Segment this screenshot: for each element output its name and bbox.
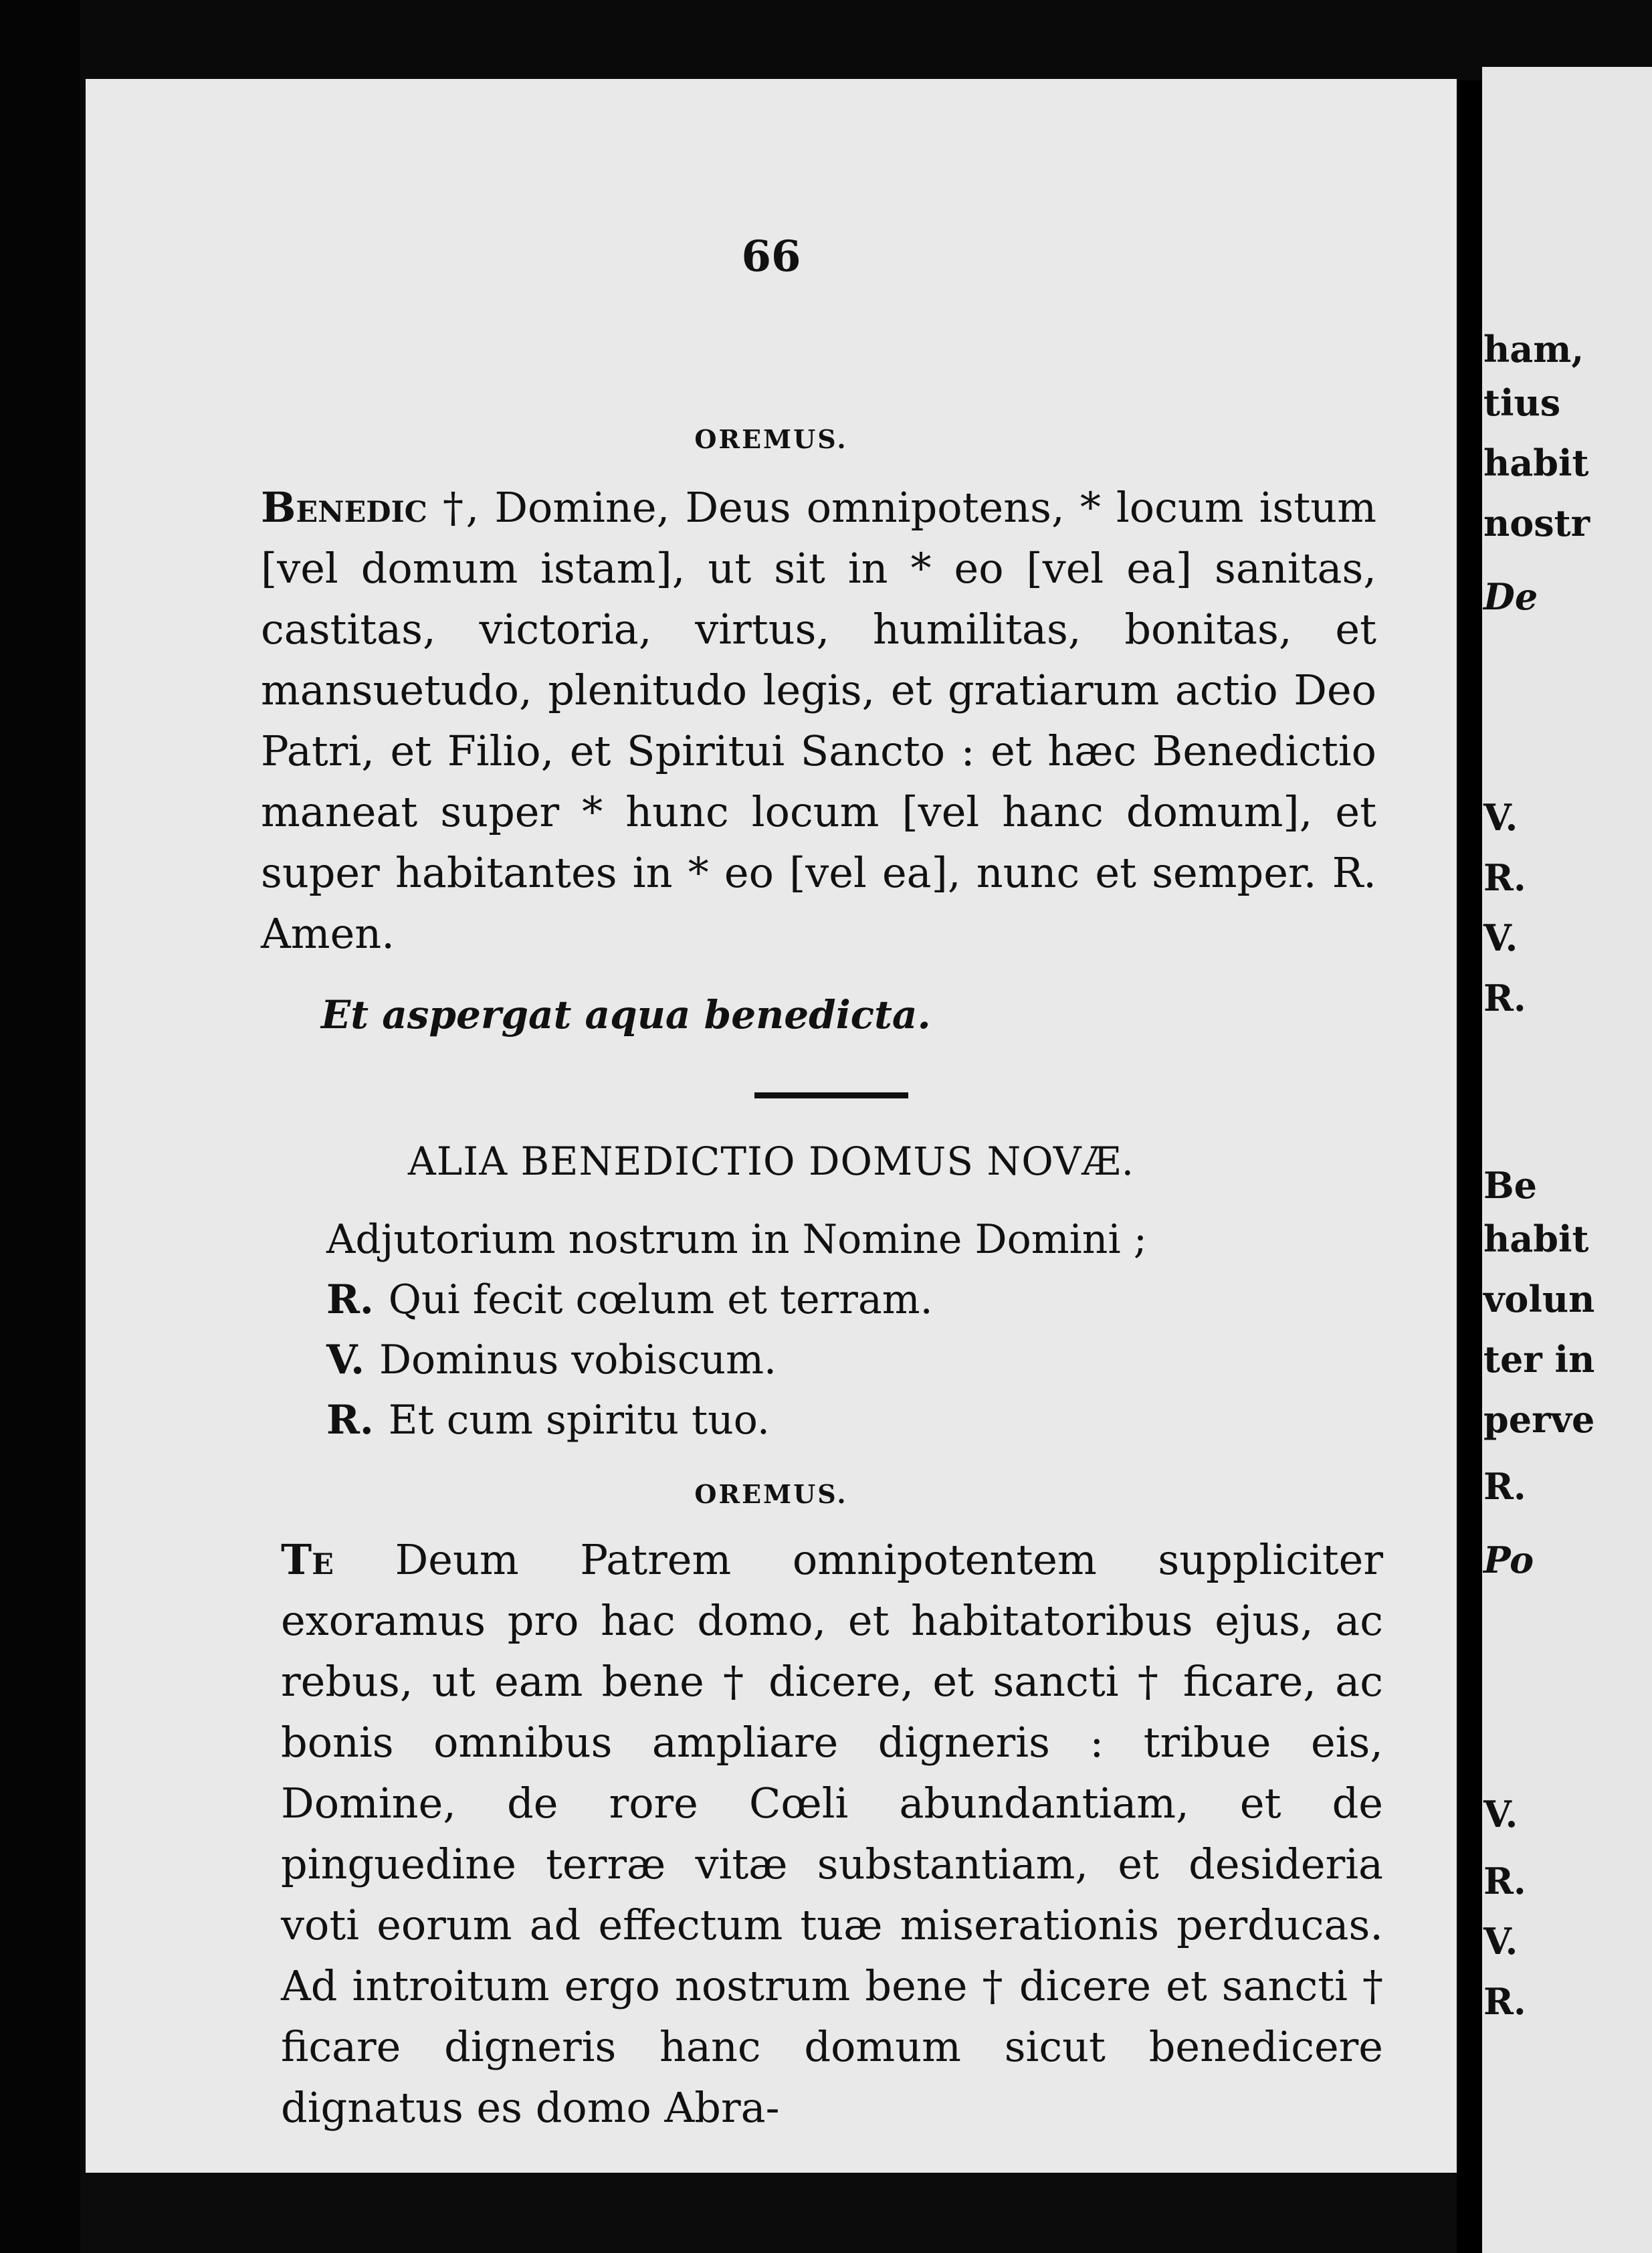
next-page-line: habit <box>1483 1217 1589 1260</box>
book-page <box>86 79 1457 2173</box>
next-page-line: Po <box>1483 1539 1534 1581</box>
next-page-line: ham, <box>1483 328 1584 371</box>
scan-bottom-edge <box>80 2173 1457 2253</box>
section-divider <box>754 1092 908 1098</box>
oremus-heading-1: OREMUS. <box>694 424 848 454</box>
book-gutter <box>1457 80 1482 2253</box>
prayer-1-lead-word: Benedic <box>261 483 427 532</box>
versicle-mark: R. <box>326 1397 374 1444</box>
next-page-line: V. <box>1483 1920 1518 1963</box>
next-page-line: V. <box>1483 1793 1518 1836</box>
versicle-text: Adjutorium nostrum in Nomine Domini ; <box>326 1216 1147 1263</box>
next-page-line: perve <box>1483 1398 1595 1441</box>
versicle-text: Dominus vobiscum. <box>379 1337 777 1383</box>
scan-left-edge <box>0 0 80 2253</box>
next-page-line: ter in <box>1483 1338 1595 1381</box>
versicle-line <box>326 1276 933 1323</box>
prayer-paragraph-2 <box>281 1529 1383 2138</box>
versicle-line <box>326 1216 1147 1263</box>
next-page-line: De <box>1483 575 1538 618</box>
next-page-line: R. <box>1483 856 1526 899</box>
versicle-line <box>326 1397 770 1444</box>
versicle-mark: R. <box>326 1276 374 1323</box>
prayer-1-text: †, Domine, Deus omnipotens, * locum istum [vel domum istam], ut sit in * eo [vel ea] sanitas, castitas, victoria, virtus, humilitas, bonitas, et mansuetudo, plenitudo legis, et gratiarum actio Deo Patri, et Filio, et Spiritui Sancto : et hæc Benedictio maneat super * hunc locum [vel hanc domum], et super habitantes in * eo [vel ea], nunc et semper. R. Amen. <box>261 483 1376 958</box>
rubric-line: Et aspergat aqua benedicta. <box>321 992 931 1038</box>
next-page-line: R. <box>1483 1980 1526 2023</box>
next-page-line: R. <box>1483 977 1526 1019</box>
next-page-line: nostr <box>1483 502 1590 545</box>
next-page-line: R. <box>1483 1465 1526 1508</box>
next-page-line: volun <box>1483 1278 1595 1320</box>
oremus-heading-2: OREMUS. <box>694 1479 848 1509</box>
prayer-paragraph-1 <box>261 477 1376 964</box>
next-page-fragment <box>1482 67 1652 2253</box>
next-page-line: Be <box>1483 1164 1537 1207</box>
versicle-text: Qui fecit cœlum et terram. <box>388 1276 933 1323</box>
next-page-line: V. <box>1483 796 1518 839</box>
next-page-line: V. <box>1483 916 1518 959</box>
versicle-line <box>326 1337 777 1383</box>
page-number: 66 <box>741 231 801 282</box>
versicle-mark: V. <box>326 1337 365 1383</box>
prayer-2-text: Deum Patrem omnipotentem suppliciter exoramus pro hac domo, et habitatoribus ejus, ac rebus, ut eam bene † dicere, et sancti † ficare, ac bonis omnibus ampliare digneris : tribue eis, Domine, de rore Cœli abundantiam, et de pinguedine terræ vitæ substantiam, et desideria voti eorum ad effectum tuæ miserationis perducas. Ad introitum ergo nostrum bene † dicere et sancti † ficare digneris hanc domum sicut benedicere dignatus es domo Abra- <box>281 1535 1383 2132</box>
prayer-2-lead-word: Te <box>281 1535 334 1584</box>
next-page-line: habit <box>1483 442 1589 484</box>
next-page-line: tius <box>1483 381 1561 424</box>
versicle-text: Et cum spiritu tuo. <box>388 1397 770 1444</box>
section-title: ALIA BENEDICTIO DOMUS NOVÆ. <box>407 1139 1135 1184</box>
next-page-line: R. <box>1483 1860 1526 1902</box>
